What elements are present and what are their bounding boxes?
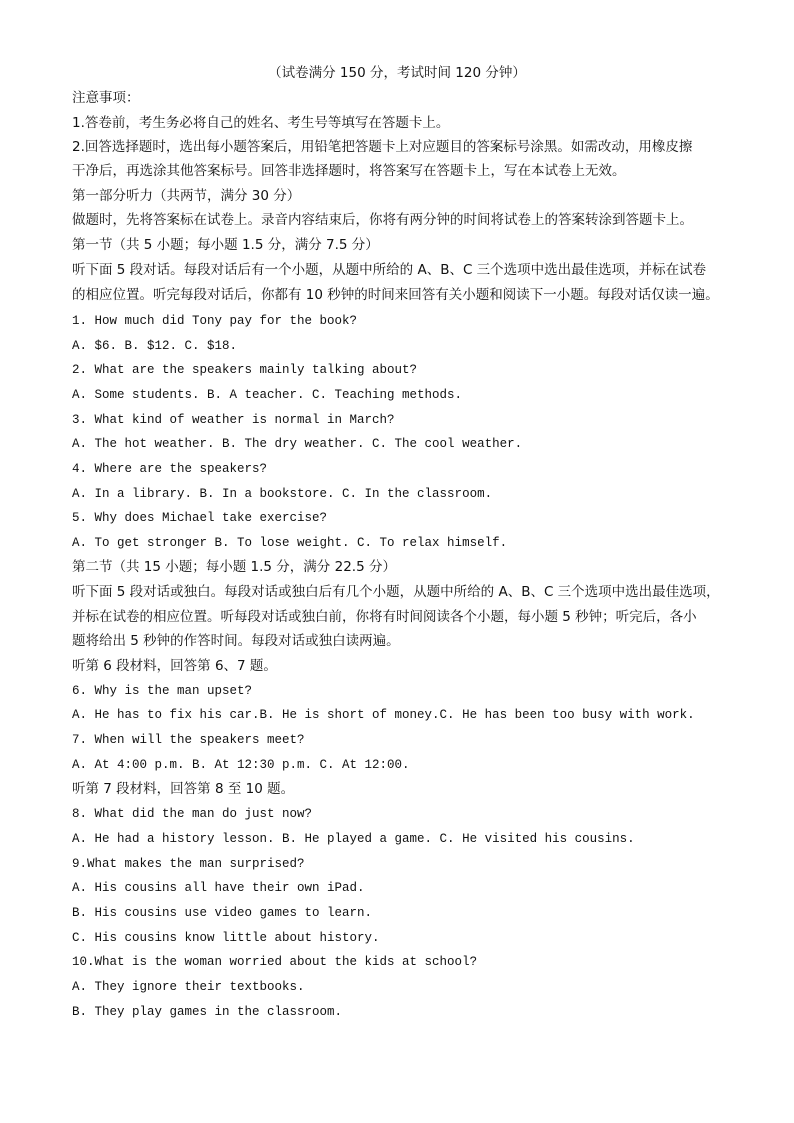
- question-8-options: A. He had a history lesson. B. He played a game. C. He visited his cousins.: [72, 832, 635, 846]
- material-6-heading: 听第 6 段材料，回答第 6、7 题。: [72, 658, 277, 674]
- question-10: 10.What is the woman worried about the kids at school?: [72, 955, 478, 969]
- section1-instruction-line-1: 听下面 5 段对话。每段对话后有一个小题，从题中所给的 A、B、C 三个选项中选出最佳选项，并标在试卷: [72, 262, 707, 278]
- notes-item-1: 1.答卷前，考生务必将自己的姓名、考生号等填写在答题卡上。: [72, 115, 450, 131]
- question-1: 1. How much did Tony pay for the book?: [72, 314, 358, 328]
- notes-item-2-line-1: 2.回答选择题时，选出每小题答案后，用铅笔把答题卡上对应题目的答案标号涂黑。如需改动，用橡皮擦: [72, 139, 693, 155]
- section2-instruction-line-2: 并标在试卷的相应位置。听每段对话或独白前，你将有时间阅读各个小题，每小题 5 秒钟；听完后，各小: [72, 609, 697, 625]
- part1-title: 第一部分听力（共两节，满分 30 分）: [72, 188, 301, 204]
- question-9-option-b: B. His cousins use video games to learn.: [72, 906, 373, 920]
- section2-title: 第二节（共 15 小题；每小题 1.5 分，满分 22.5 分）: [72, 559, 396, 575]
- exam-info-header: （试卷满分 150 分，考试时间 120 分钟）: [268, 65, 526, 81]
- question-5: 5. Why does Michael take exercise?: [72, 511, 328, 525]
- question-8: 8. What did the man do just now?: [72, 807, 313, 821]
- section2-instruction-line-3: 题将给出 5 秒钟的作答时间。每段对话或独白读两遍。: [72, 633, 400, 649]
- section1-instruction-line-2: 的相应位置。听完每段对话后，你都有 10 秒钟的时间来回答有关小题和阅读下一小题。每段对话仅读一遍。: [72, 287, 719, 303]
- section1-title: 第一节（共 5 小题；每小题 1.5 分，满分 7.5 分）: [72, 237, 379, 253]
- question-4-options: A. In a library. B. In a bookstore. C. In the classroom.: [72, 487, 493, 501]
- question-6-options: A. He has to fix his car.B. He is short of money.C. He has been too busy with work.: [72, 708, 695, 722]
- question-10-option-b: B. They play games in the classroom.: [72, 1005, 343, 1019]
- question-6: 6. Why is the man upset?: [72, 684, 253, 698]
- question-3-options: A. The hot weather. B. The dry weather. C. The cool weather.: [72, 437, 523, 451]
- question-3: 3. What kind of weather is normal in March?: [72, 413, 395, 427]
- question-9-option-c: C. His cousins know little about history.: [72, 931, 380, 945]
- question-2-options: A. Some students. B. A teacher. C. Teaching methods.: [72, 388, 463, 402]
- question-7: 7. When will the speakers meet?: [72, 733, 305, 747]
- notes-item-2-line-2: 干净后，再选涂其他答案标号。回答非选择题时，将答案写在答题卡上，写在本试卷上无效。: [72, 163, 626, 179]
- question-2: 2. What are the speakers mainly talking about?: [72, 363, 418, 377]
- section2-instruction-line-1: 听下面 5 段对话或独白。每段对话或独白后有几个小题，从题中所给的 A、B、C 三个选项中选出最佳选项，: [72, 584, 720, 600]
- material-7-heading: 听第 7 段材料，回答第 8 至 10 题。: [72, 781, 295, 797]
- question-5-options: A. To get stronger B. To lose weight. C. To relax himself.: [72, 536, 508, 550]
- question-10-option-a: A. They ignore their textbooks.: [72, 980, 305, 994]
- question-1-options: A. $6. B. $12. C. $18.: [72, 339, 238, 353]
- notes-title: 注意事项：: [72, 90, 140, 106]
- question-7-options: A. At 4:00 p.m. B. At 12:30 p.m. C. At 12:00.: [72, 758, 410, 772]
- question-9: 9.What makes the man surprised?: [72, 857, 305, 871]
- question-9-option-a: A. His cousins all have their own iPad.: [72, 881, 365, 895]
- question-4: 4. Where are the speakers?: [72, 462, 268, 476]
- part1-instruction: 做题时，先将答案标在试卷上。录音内容结束后，你将有两分钟的时间将试卷上的答案转涂到答题卡上。: [72, 212, 693, 228]
